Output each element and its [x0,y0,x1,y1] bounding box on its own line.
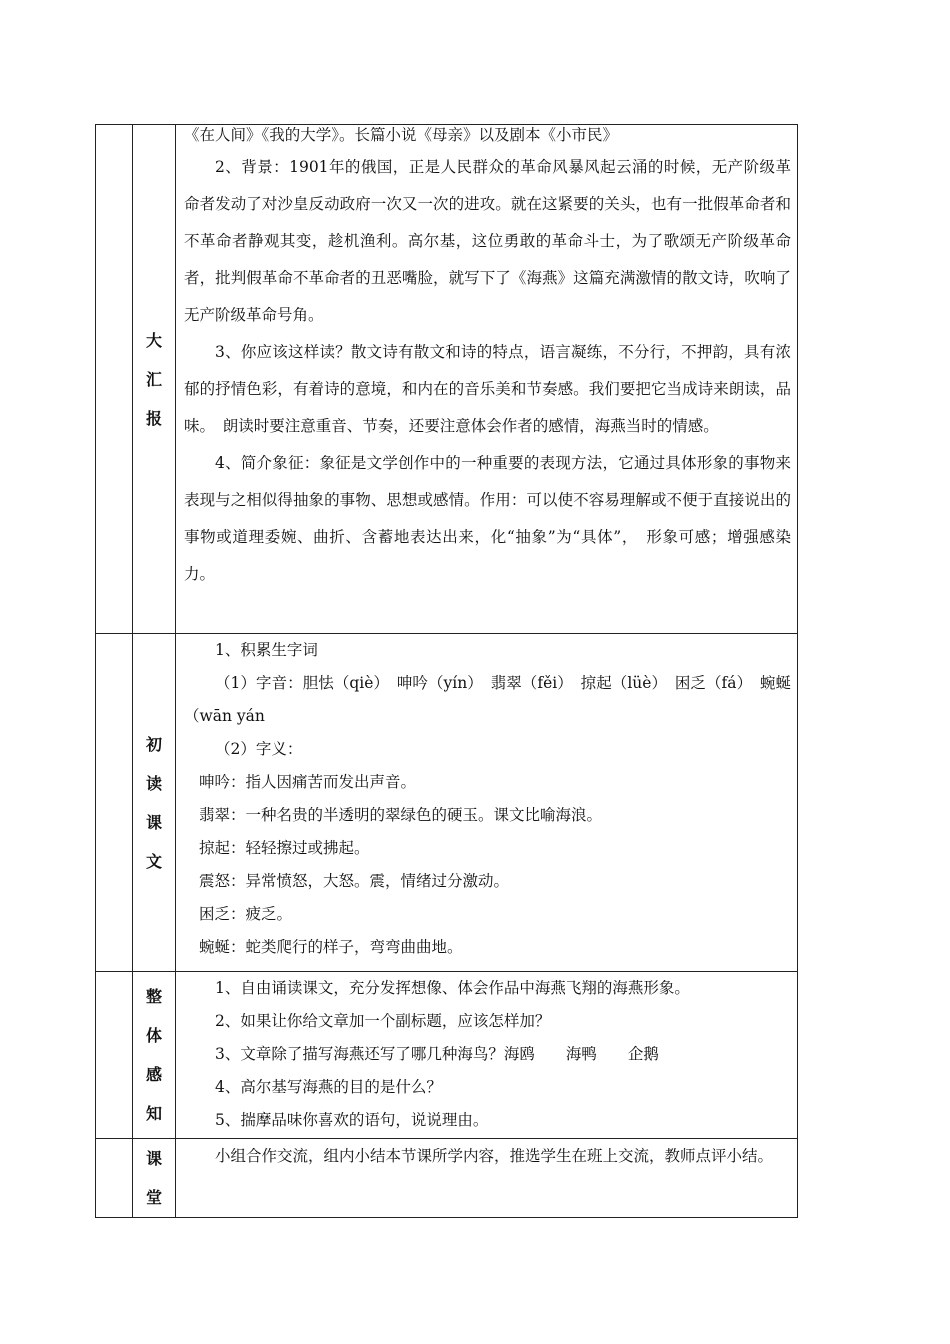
blank-left-cell [96,972,133,1139]
row-report [96,125,798,634]
vocab-heading: 1、积累生字词 [215,641,318,659]
content-overall [176,972,798,1139]
meaning-item: 困乏：疲乏。 [199,905,293,923]
question-item: 3、文章除了描写海燕还写了哪几种海鸟？海鸥 海鸭 企鹅 [215,1045,659,1063]
question-item: 4、高尔基写海燕的目的是什么？ [215,1078,442,1096]
class-summary: 小组合作交流，组内小结本节课所学内容，推选学生在班上交流，教师点评小结。 [215,1147,774,1165]
content-report [176,125,798,634]
question-item: 2、如果让你给文章加一个副标题，应该怎样加？ [215,1012,551,1030]
label-char: 感 [145,1065,162,1084]
label-class [133,1139,176,1218]
symbolism-paragraph: 4、简介象征：象征是文学创作中的一种重要的表现方法，它通过具体形象的事物来表现与之相似得抽象的事物、思想或感情。作用：可以使不容易理解或不便于直接说出的事物或道理委婉、曲折、含蓄地表达出来，化“抽象”为“具体”， 形象可感；增强感染力。 [184,454,791,583]
label-first-reading [133,634,176,972]
meaning-item: 蜿蜒：蛇类爬行的样子，弯弯曲曲地。 [199,938,463,956]
meaning-item: 翡翠：一种名贵的半透明的翠绿色的硬玉。课文比喻海浪。 [199,806,603,824]
meaning-item: 震怒：异常愤怒，大怒。震，情绪过分激动。 [199,872,510,890]
blank-left-cell [96,1139,133,1218]
row-first-reading [96,634,798,972]
meaning-heading: （2）字义： [215,740,303,758]
label-char: 课 [145,812,162,832]
blank-left-cell [96,634,133,972]
meaning-item: 掠起：轻轻擦过或拂起。 [199,839,370,857]
lesson-plan-table [95,124,798,1218]
label-char: 报 [145,408,162,428]
blank-left-cell [96,125,133,634]
label-char: 堂 [145,1188,162,1207]
pronunciation-line: （1）字音：胆怯（qiè） 呻吟（yín） 翡翠（fěi） 掠起（lüè） 困乏（fá） 蜿蜒（wān yán [184,674,791,725]
label-char: 汇 [145,369,162,389]
background-paragraph: 2、背景：1901年的俄国，正是人民群众的革命风暴风起云涌的时候，无产阶级革命者发动了对沙皇反动政府一次又一次的进攻。就在这紧要的关头，也有一批假革命者和不革命者静观其变，趁机渔利。高尔基，这位勇敢的革命斗士，为了歌颂无产阶级革命者，批判假革命不革命者的丑恶嘴脸，就写下了《海燕》这篇充满激情的散文诗，吹响了无产阶级革命号角。 [184,158,791,324]
question-item: 1、自由诵读课文，充分发挥想像、体会作品中海燕飞翔的海燕形象。 [215,979,690,997]
row-class [96,1139,798,1218]
label-char: 大 [145,330,162,350]
meaning-item: 呻吟：指人因痛苦而发出声音。 [199,773,417,791]
label-char: 体 [145,1026,162,1045]
label-char: 文 [145,851,162,871]
label-report [133,125,176,634]
reading-paragraph: 3、你应该这样读？散文诗有散文和诗的特点，语言凝练，不分行，不押韵，具有浓郁的抒情色彩，有着诗的意境，和内在的音乐美和节奏感。我们要把它当成诗来朗读，品味。 朗读时要注意重音、节奏，还要注意体会作者的感情，海燕当时的情感。 [184,343,791,435]
content-first-reading [176,634,798,972]
works-line: 《在人间》《我的大学》。长篇小说《母亲》以及剧本《小市民》 [184,126,619,144]
label-overall [133,972,176,1139]
question-item: 5、揣摩品味你喜欢的语句，说说理由。 [215,1111,489,1129]
label-char: 读 [145,773,162,793]
row-overall [96,972,798,1139]
label-char: 课 [145,1149,162,1168]
label-char: 初 [145,734,162,754]
label-char: 知 [145,1104,162,1123]
content-class [176,1139,798,1218]
label-char: 整 [145,987,162,1006]
